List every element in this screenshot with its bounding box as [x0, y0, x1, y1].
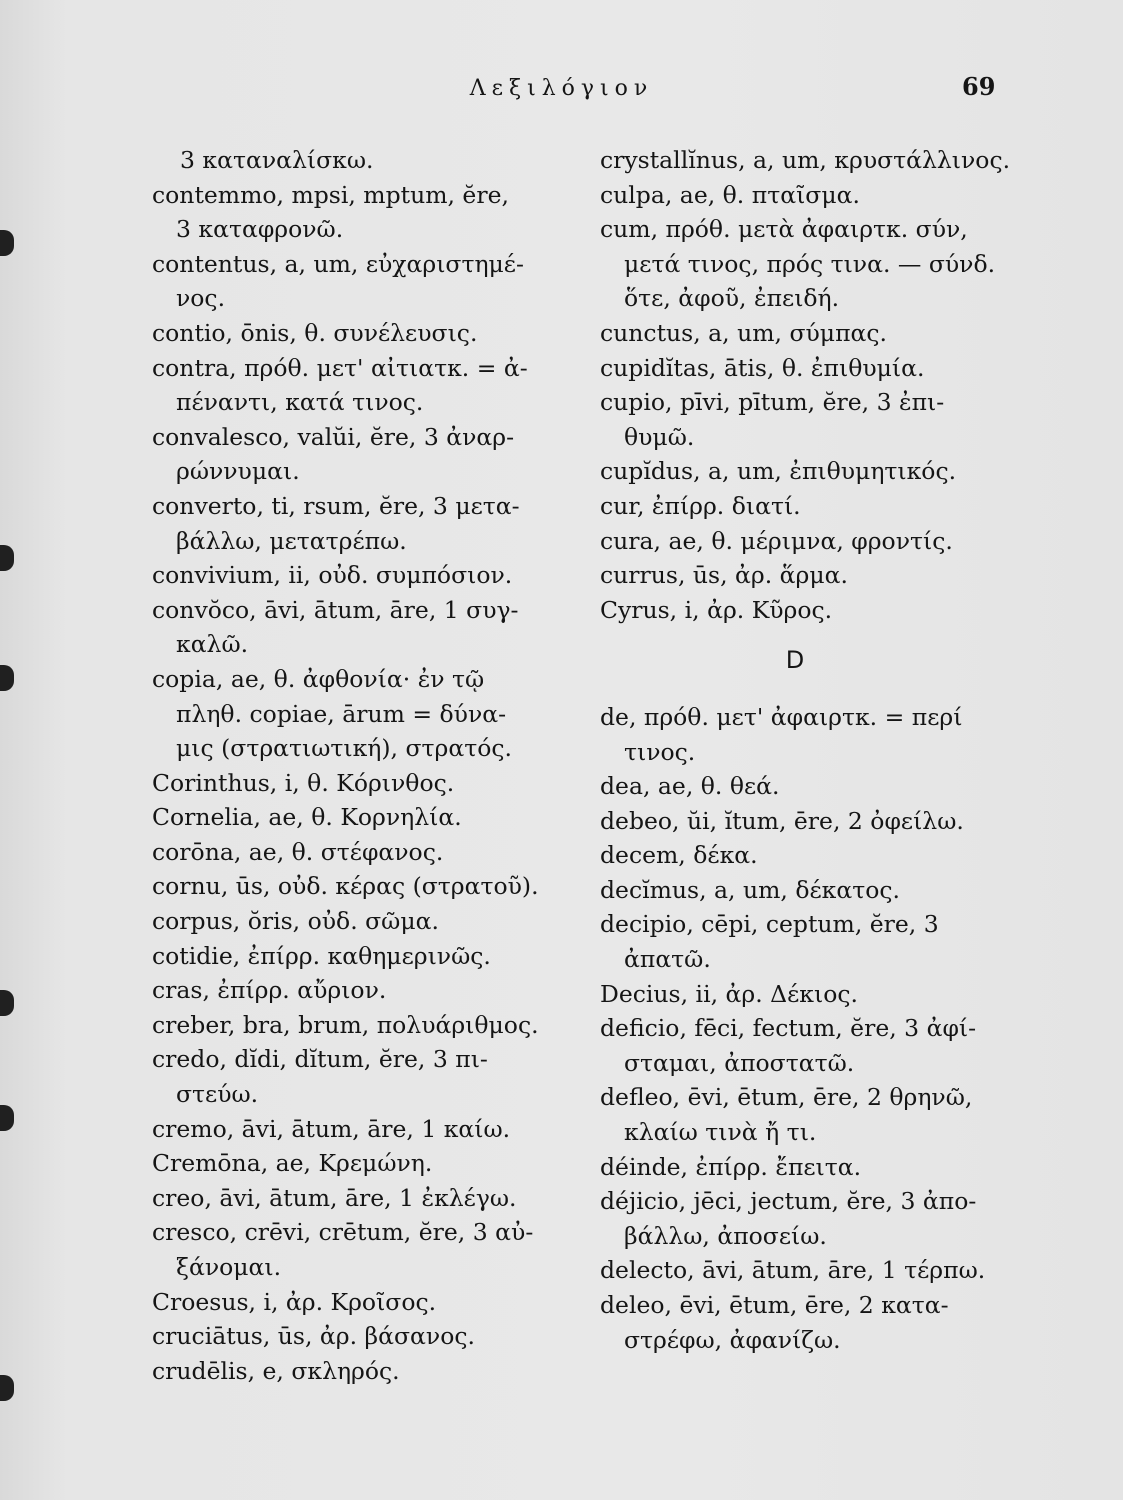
entry-line: delecto, āvi, ātum, āre, 1 τέρπω. [600, 1256, 986, 1285]
entry-line: converto, ti, rsum, ĕre, 3 μετα- [152, 491, 520, 520]
page-number: 69 [962, 72, 996, 101]
entry-line: Cyrus, i, ἀρ. Κῦρος. [600, 595, 833, 624]
entry-line: decipio, cēpi, ceptum, ĕre, 3 [600, 910, 939, 939]
entry-line: cupĭdus, a, um, ἐπιθυμητικός. [600, 457, 957, 486]
entry-line: νος. [176, 284, 226, 313]
entry-line: decĭmus, a, um, δέκατος. [600, 875, 901, 904]
entry-line: cupio, pīvi, pītum, ĕre, 3 ἐπι- [600, 388, 945, 417]
binding-hole [0, 1105, 14, 1131]
binding-hole [0, 545, 14, 571]
left-column [152, 143, 592, 1388]
binding-hole [0, 990, 14, 1016]
entry-line: deficio, fēci, fectum, ĕre, 3 ἀφί- [600, 1014, 977, 1043]
entry-line: currus, ūs, ἀρ. ἅρμα. [600, 561, 848, 590]
entry-line: creber, bra, brum, πολυάριθμος. [152, 1010, 539, 1039]
entry-line: de, πρόθ. μετ' ἀφαιρτκ. = περί [600, 702, 963, 731]
entry-line: cruciātus, ūs, ἀρ. βάσανος. [152, 1322, 475, 1351]
entry-line: cremo, āvi, ātum, āre, 1 καίω. [152, 1114, 511, 1143]
section-letter-heading: D [785, 646, 805, 675]
entry-line: cura, ae, θ. μέριμνα, φροντίς. [600, 526, 953, 555]
entry-line: ὅτε, ἀφοῦ, ἐπειδή. [624, 284, 840, 313]
entry-line: μετά τινος, πρός τινα. — σύνδ. [624, 249, 996, 278]
right-column [600, 143, 1040, 1357]
entry-line: contentus, a, um, εὐχαριστημέ- [152, 249, 524, 278]
entry-line: βάλλω, μετατρέπω. [176, 526, 407, 555]
entry-line: dea, ae, θ. θεά. [600, 772, 780, 801]
entry-line: cresco, crēvi, crētum, ĕre, 3 αὐ- [152, 1218, 534, 1247]
entry-line: 3 καταναλίσκω. [180, 146, 374, 174]
entry-line: crystallĭnus, a, um, κρυστάλλινος. [600, 146, 1011, 174]
entry-line: creo, āvi, ātum, āre, 1 ἐκλέγω. [152, 1183, 517, 1212]
entry-line: decem, δέκα. [600, 841, 758, 870]
entry-line: καλῶ. [176, 630, 249, 659]
entry-line: convivium, ii, οὐδ. συμπόσιον. [152, 561, 513, 590]
entry-line: Decius, ii, ἀρ. Δέκιος. [600, 979, 858, 1008]
entry-line: cum, πρόθ. μετὰ ἀφαιρτκ. σύν, [600, 215, 968, 244]
entry-line: ρώννυμαι. [176, 457, 300, 486]
entry-line: cotidie, ἐπίρρ. καθημερινῶς. [152, 941, 491, 970]
entry-line: cunctus, a, um, σύμπας. [600, 318, 888, 347]
entry-line: contio, ōnis, θ. συνέλευσις. [152, 318, 478, 347]
entry-line: culpa, ae, θ. πταῖσμα. [600, 180, 860, 209]
entry-line: ξάνομαι. [176, 1253, 282, 1281]
entry-line: cornu, ūs, οὐδ. κέρας (στρατοῦ). [152, 872, 539, 901]
entry-line: Corinthus, i, θ. Κόρινθος. [152, 768, 455, 797]
entry-line: στρέφω, ἀφανίζω. [624, 1325, 841, 1354]
binding-hole [0, 665, 14, 691]
running-header: Λεξιλόγιον [469, 76, 654, 101]
entry-line: deleo, ēvi, ētum, ēre, 2 κατα- [600, 1291, 949, 1319]
entry-line: Cornelia, ae, θ. Κορνηλία. [152, 803, 462, 832]
binding-hole [0, 230, 14, 256]
entry-line: πέναντι, κατά τινος. [176, 388, 424, 417]
entry-line: κλαίω τινὰ ἤ τι. [624, 1118, 817, 1147]
entry-line: cupidĭtas, ātis, θ. ἐπιθυμία. [600, 353, 925, 382]
binding-hole [0, 1375, 14, 1401]
entry-line: convŏco, āvi, ātum, āre, 1 συγ- [152, 595, 519, 624]
entry-line: στεύω. [176, 1080, 259, 1109]
entry-line: cras, ἐπίρρ. αὔριον. [152, 976, 387, 1005]
entry-line: θυμῶ. [624, 422, 695, 451]
entry-line: credo, dĭdi, dĭtum, ĕre, 3 πι- [152, 1045, 488, 1074]
entry-line: crudēlis, e, σκληρός. [152, 1356, 400, 1385]
entry-line: contemmo, mpsi, mptum, ĕre, [152, 180, 509, 209]
entry-line: 3 καταφρονῶ. [176, 215, 344, 244]
entry-line: copia, ae, θ. ἀφθονία· ἐν τῷ [152, 664, 485, 693]
entry-line: τινος. [624, 737, 696, 766]
entry-line: βάλλω, ἀποσείω. [624, 1221, 827, 1250]
entry-line: corpus, ŏris, οὐδ. σῶμα. [152, 907, 439, 936]
entry-line: déjicio, jēci, jectum, ĕre, 3 ἀπο- [600, 1187, 977, 1216]
entry-line: cur, ἐπίρρ. διατί. [600, 491, 801, 520]
entry-line: contra, πρόθ. μετ' αἰτιατκ. = ἀ- [152, 353, 528, 382]
entry-line: ἀπατῶ. [624, 945, 711, 974]
entry-line: defleo, ēvi, ētum, ēre, 2 θρηνῶ, [600, 1083, 973, 1112]
entry-line: debeo, ŭi, ĭtum, ēre, 2 ὀφείλω. [600, 806, 964, 835]
entry-line: Cremōna, ae, Κρεμώνη. [152, 1149, 433, 1178]
entry-line: Croesus, i, ἀρ. Κροῖσος. [152, 1287, 437, 1316]
entry-line: convalesco, valŭi, ĕre, 3 ἀναρ- [152, 422, 515, 451]
entry-line: μις (στρατιωτική), στρατός. [176, 734, 512, 763]
entry-line: πληθ. copiae, ārum = δύνα- [176, 699, 507, 728]
entry-line: corōna, ae, θ. στέφανος. [152, 837, 444, 866]
entry-line: σταμαι, ἀποστατῶ. [624, 1048, 855, 1077]
entry-line: déinde, ἐπίρρ. ἔπειτα. [600, 1152, 862, 1181]
